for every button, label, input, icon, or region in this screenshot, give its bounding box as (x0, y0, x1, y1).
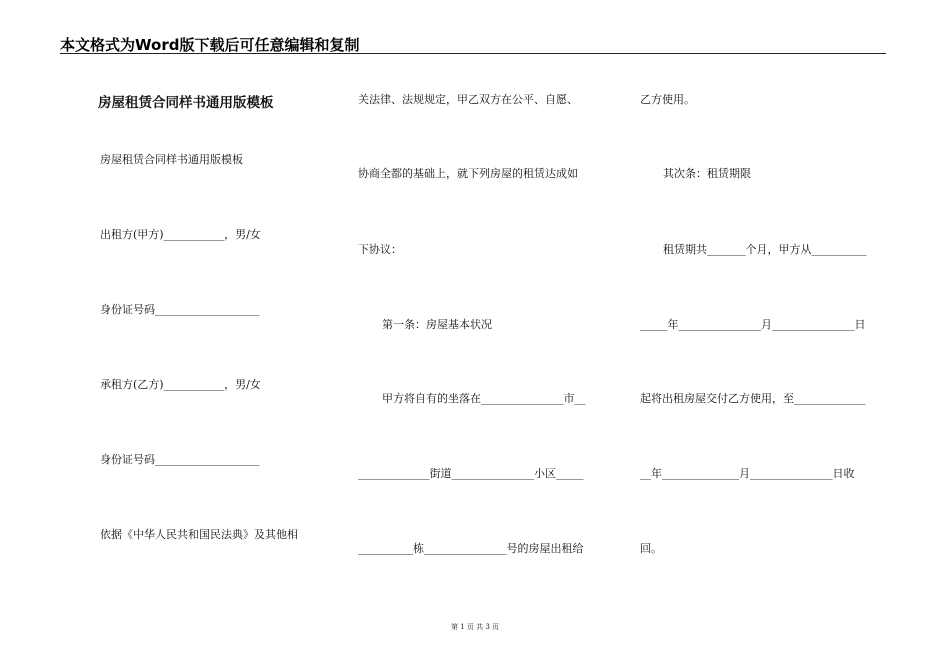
column2-line: 第一条：房屋基本状况 (382, 318, 492, 331)
column3-line: 租赁期共_______个月，甲方从__________ (663, 243, 867, 256)
column1-line: 房屋租赁合同样书通用版模板 (100, 153, 243, 166)
column3-line: __年______________月_______________日收 (640, 467, 855, 480)
header-divider (60, 53, 886, 54)
column1-line: 承租方(乙方)___________，男/女 (100, 378, 261, 391)
column3-line: 乙方使用。 (640, 93, 695, 106)
header-title: 本文格式为Word版下载后可任意编辑和复制 (60, 36, 360, 54)
column2-line: 甲方将自有的坐落在_______________市__ (382, 392, 586, 405)
column1-line: 出租方(甲方)___________，男/女 (100, 228, 261, 241)
column1-line: 身份证号码___________________ (100, 453, 260, 466)
column1-line: 身份证号码___________________ (100, 303, 260, 316)
column2-line: 协商全都的基础上，就下列房屋的租赁达成如 (358, 167, 578, 180)
column3-line: _____年_______________月_______________日 (640, 318, 866, 331)
column2-line: _____________街道_______________小区_____ (358, 467, 584, 480)
column3-line: 回。 (640, 542, 662, 555)
column3-line: 其次条：租赁期限 (663, 167, 751, 180)
column1-line: 依据《中华人民共和国民法典》及其他相 (100, 528, 298, 541)
column3-line: 起将出租房屋交付乙方使用，至_____________ (640, 392, 866, 405)
page-number: 第 1 页 共 3 页 (450, 623, 500, 631)
column2-line: 关法律、法规规定，甲乙双方在公平、自愿、 (358, 93, 578, 106)
document-title: 房屋租赁合同样书通用版模板 (98, 95, 274, 111)
column2-line: __________栋_______________号的房屋出租给 (358, 542, 584, 555)
column2-line: 下协议： (358, 243, 402, 256)
